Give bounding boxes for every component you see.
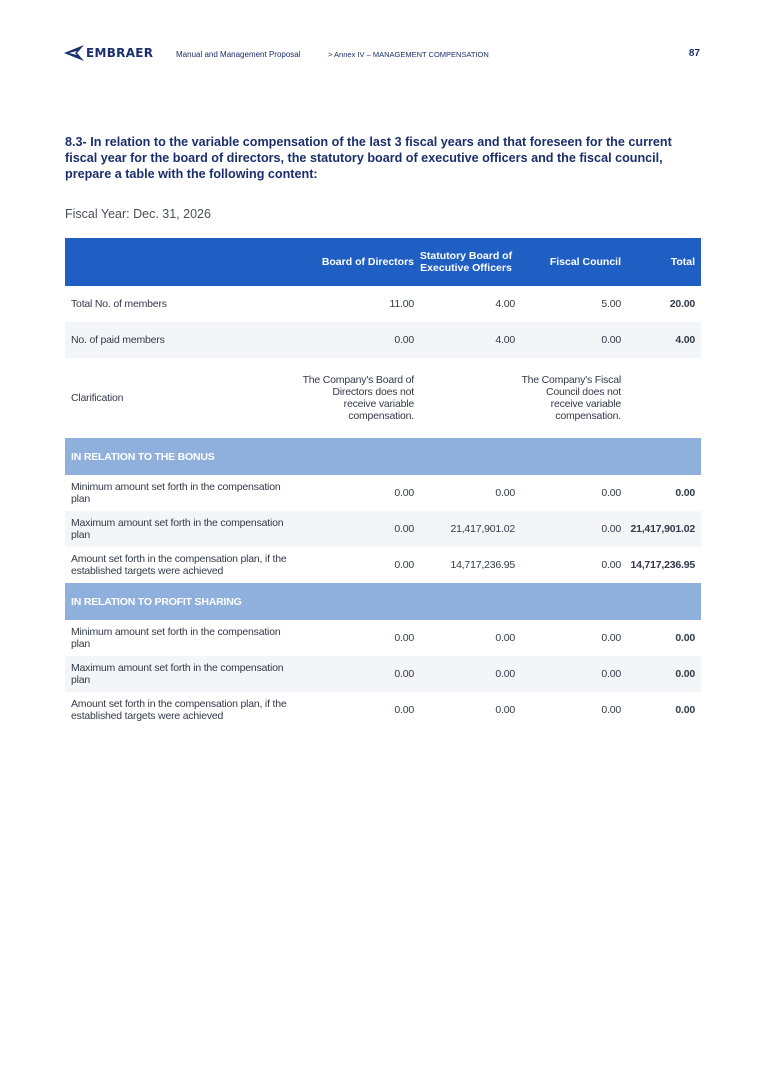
cell-total: 0.00 [675,487,695,499]
row-label: Amount set forth in the compensation plan, if the established targets were achieved [71,698,287,722]
logo-text: EMBRAER [86,46,154,60]
fiscal-year: Fiscal Year: Dec. 31, 2026 [65,207,211,221]
header-cell-fiscal-council: Fiscal Council [549,256,621,268]
cell-bod: 0.00 [394,487,414,499]
embraer-logo [64,45,153,61]
cell-bod: 0.00 [394,559,414,571]
cell-fc: 0.00 [601,559,621,571]
table-row-total-members [65,286,701,322]
table-header-row [65,238,701,286]
cell-fc: 0.00 [601,632,621,644]
row-label: No. of paid members [71,334,165,346]
cell-fc: 0.00 [601,334,621,346]
table-row-profit-max [65,656,701,692]
row-label: Amount set forth in the compensation plan, if the established targets were achieved [71,553,287,577]
cell-total: 4.00 [675,334,695,346]
table-row-profit-min [65,620,701,656]
header-cell-statutory-board: Statutory Board of Executive Officers [419,250,513,274]
cell-sbeo: 0.00 [495,487,515,499]
section-header-bonus [65,438,701,475]
cell-sbeo: 14,717,236.95 [450,559,515,571]
section-header-profit-sharing [65,583,701,620]
cell-fc: 0.00 [601,668,621,680]
row-label: Clarification [71,392,124,404]
cell-total: 0.00 [675,632,695,644]
cell-sbeo: 0.00 [495,704,515,716]
page-number: 87 [688,48,700,59]
table-row-bonus-target [65,547,701,583]
cell-sbeo: 4.00 [495,334,515,346]
cell-fc: 0.00 [601,487,621,499]
section-title: IN RELATION TO PROFIT SHARING [71,595,242,608]
cell-bod: 0.00 [394,668,414,680]
table-row-bonus-max [65,511,701,547]
row-label: Total No. of members [71,298,167,310]
cell-sbeo: 21,417,901.02 [450,523,515,535]
cell-bod-clarification: The Company's Board of Directors does not receive variable compensation. [302,374,414,422]
row-label: Maximum amount set forth in the compensation plan [71,517,284,541]
cell-total: 20.00 [669,298,695,310]
cell-total: 21,417,901.02 [630,523,695,535]
row-label: Minimum amount set forth in the compensation plan [71,626,281,650]
cell-sbeo: 0.00 [495,632,515,644]
cell-bod: 0.00 [394,523,414,535]
compensation-table [65,238,701,728]
cell-bod: 11.00 [389,298,414,310]
cell-total: 0.00 [675,668,695,680]
page-header [64,44,700,66]
table-row-bonus-min [65,475,701,511]
cell-bod: 0.00 [394,334,414,346]
cell-bod: 0.00 [394,632,414,644]
breadcrumb: > Annex IV – MANAGEMENT COMPENSATION [328,50,489,59]
table-row-paid-members [65,322,701,358]
cell-total: 14,717,236.95 [630,559,695,571]
row-label: Maximum amount set forth in the compensation plan [71,662,284,686]
section-title: IN RELATION TO THE BONUS [71,450,215,463]
header-cell-board-of-directors: Board of Directors [321,256,414,268]
cell-sbeo: 0.00 [495,668,515,680]
cell-bod: 0.00 [394,704,414,716]
cell-fc: 5.00 [601,298,621,310]
table-row-profit-target [65,692,701,728]
cell-fc-clarification: The Company's Fiscal Council does not receive variable compensation. [521,374,621,422]
header-cell-total: Total [670,256,695,268]
cell-fc: 0.00 [601,704,621,716]
document-title: Manual and Management Proposal [176,50,301,59]
row-label: Minimum amount set forth in the compensation plan [71,481,281,505]
embraer-logo-icon [64,45,84,61]
cell-total: 0.00 [675,704,695,716]
table-row-clarification [65,358,701,438]
cell-fc: 0.00 [601,523,621,535]
cell-sbeo: 4.00 [495,298,515,310]
section-question: 8.3- In relation to the variable compensation of the last 3 fiscal years and that foreseen for the current fiscal year for the board of directors, the statutory board of executive officers and the fiscal council, prepare a table with the following content: [65,135,672,181]
